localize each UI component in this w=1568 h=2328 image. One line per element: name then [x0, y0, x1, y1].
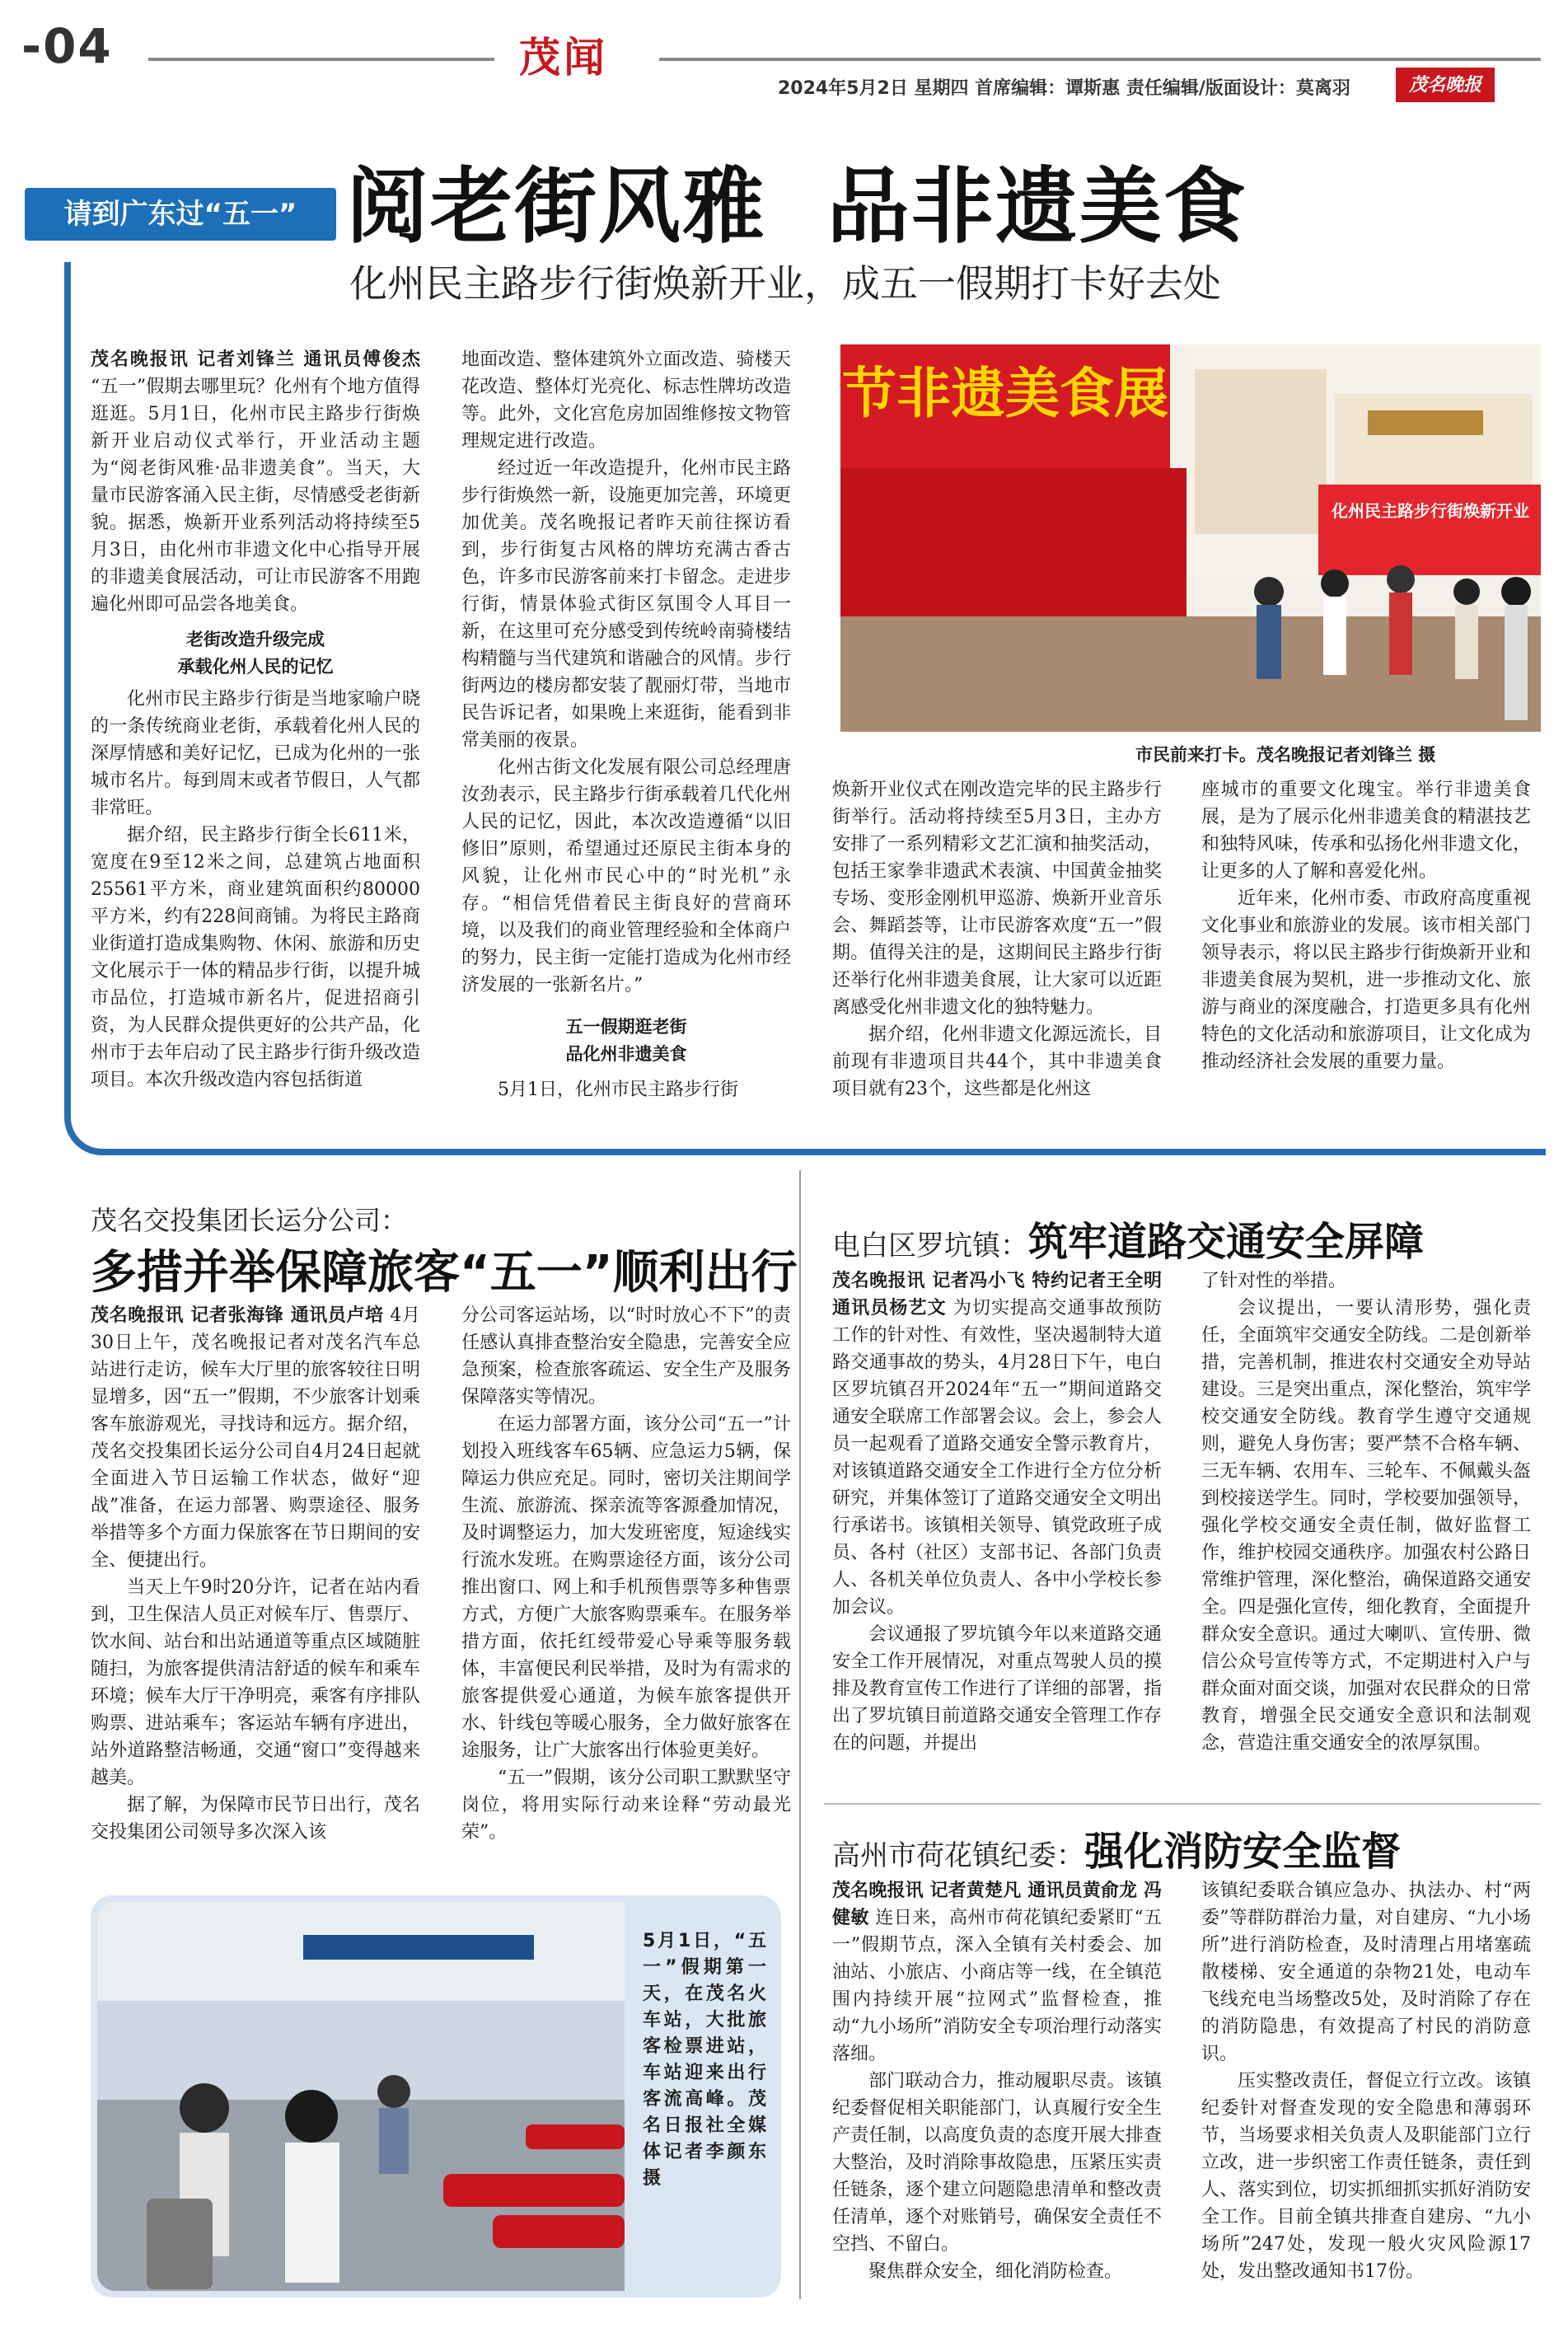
story4-byline: 茂名晚报讯 记者黄楚凡 通讯员黄俞龙 冯健敏 [832, 1881, 1162, 1928]
story1-col4-p2: 近年来，化州市委、市政府高度重视文化事业和旅游业的发展。该市相关部门领导表示，将以民主路步行街焕新开业和非遗美食展为契机，进一步推动文化、旅游与商业的深度融合，打造更多具有化州特色的文化活动和旅游项目，让文化成为推动经济社会发展的重要力量。 [1201, 888, 1531, 1072]
story1-col3 [832, 776, 1162, 1121]
story1-col1-p1: “五一”假期去哪里玩？化州有个地方值得逛逛。5月1日，化州市民主路步行街焕新开业启动仪式举行，开业活动主题为“阅老街风雅·品非遗美食”。当天，大量市民游客涌入民主街，尽情感受老街新貌。据悉，焕新开业系列活动将持续至5月3日，由化州市非遗文化中心指导开展的非遗美食展活动，可让市民游客不用跑遍化州即可品尝各地美食。 [91, 377, 420, 615]
header-rule-right [659, 58, 1541, 61]
story2-col1-p3: 据了解，为保障市民节日出行，茂名交投集团公司领导多次深入该 [91, 1795, 420, 1843]
story1-kicker-text: 请到广东过“五一” [63, 198, 297, 231]
story3-col1-p1: 为切实提高交通事故预防工作的针对性、有效性，坚决遏制特大道路交通事故的势头，4月28日下午，电白区罗坑镇召开2024年“五一”期间道路交通安全联席工作部署会议。会上，参会人员一起观看了道路交通安全警示教育片，对该镇道路交通安全工作进行全方位分析研究，并集体签订了道路交通安全文明出行承诺书。该镇相关领导、镇党政班子成员、各村（社区）支部书记、各部门负责人、各机关单位负责人、各中小学校长参加会议。 [832, 1298, 1162, 1618]
story1-col1-p2: 化州市民主路步行街是当地家喻户晓的一条传统商业老街，承载着化州人民的深厚情感和美好记忆，已成为化州的一张城市名片。每到周末或者节假日，人气都非常旺。 [91, 689, 420, 818]
paper-logo [1396, 68, 1495, 102]
story3-col2 [1201, 1267, 1531, 1770]
story4-col1-p3: 聚焦群众安全，细化消防检查。 [868, 2261, 1123, 2282]
story4-kicker: 高州市荷花镇纪委： [832, 1839, 1084, 1872]
story3-title [832, 1210, 1424, 1267]
story1-byline: 茂名晚报讯 记者刘锋兰 通讯员傅俊杰 [91, 349, 420, 370]
story1-col2-p2: 经过近一年改造提升，化州市民主路步行街焕然一新，设施更加完善，环境更加优美。茂名晚报记者昨天前往探访看到，步行街复古风格的牌坊充满古香古色，许多市民游客前来打卡留念。走进步行街，情景体验式街区氛围令人耳目一新，在这里可充分感受到传统岭南骑楼结构精髓与当代建筑和谐融合的风情。步行街两边的楼房都安装了靓丽灯带，当地市民告诉记者，如果晚上来逛街，能看到非常美丽的夜景。 [461, 458, 791, 751]
story1-col2-p1: 地面改造、整体建筑外立面改造、骑楼天花改造、整体灯光亮化、标志性牌坊改造等。此外，文化宫危房加固维修按文物管理规定进行改造。 [461, 349, 791, 452]
story3-col1 [832, 1267, 1162, 1770]
story1-col2 [461, 346, 791, 1121]
story1-photo-caption: 市民前来打卡。茂名晚报记者刘锋兰 摄 [1135, 745, 1436, 765]
story1-kicker [25, 188, 336, 241]
story2-col2 [461, 1302, 791, 1854]
story4-col2-p1: 该镇纪委联合镇应急办、执法办、村“两委”等群防群治力量，对自建房、“九小场所”进行消防检查，及时清理占用堵塞疏散楼梯、安全通道的杂物21处，电动车飞线充电当场整改5处，及时消除了存在的消防隐患，有效提高了村民的消防意识。 [1201, 1881, 1531, 2064]
story2-col2-p1: 分公司客运站场，以“时时放心不下”的责任感认真排查整治安全隐患，完善安全应急预案，检查旅客疏运、安全生产及服务保障落实等情况。 [461, 1305, 791, 1408]
page-number: -04 [21, 18, 113, 74]
story1-col3-p2: 据介绍，化州非遗文化源远流长，目前现有非遗项目共44个，其中非遗美食项目就有23个，这些都是化州这 [832, 1024, 1162, 1099]
story1-col3-p1: 焕新开业仪式在刚改造完毕的民主路步行街举行。活动将持续至5月3日，主办方安排了一系列精彩文艺汇演和抽奖活动，包括王家拳非遗武术表演、中国黄金抽奖专场、变形金刚机甲巡游、焕新开业音乐会、舞蹈荟等，让市民游客欢度“五一”假期。值得关注的是，这期间民主路步行街还举行化州非遗美食展，让大家可以近距离感受化州非遗文化的独特魅力。 [832, 780, 1162, 1018]
story4-headline: 强化消防安全监督 [1084, 1829, 1402, 1875]
story1-headline: 阅老街风雅 品非遗美食 [346, 158, 1247, 255]
story2-photo-illustration [97, 1902, 625, 2291]
story1-col4-p1: 座城市的重要文化瑰宝。举行非遗美食展，是为了展示化州非遗美食的精湛技艺和独特风味，传承和弘扬化州非遗文化，让更多的人了解和喜爱化州。 [1201, 780, 1531, 882]
story1-photo [840, 344, 1541, 732]
story3-col2-p1: 了针对性的举措。 [1201, 1271, 1347, 1291]
story4-col1 [832, 1877, 1162, 2314]
story1-col2-p3: 化州古街文化发展有限公司总经理唐汝劲表示，民主路步行街承载着几代化州人民的记忆，因此，本次改造遵循“以旧修旧”原则，希望通过还原民主街本身的风貌，让化州市民心中的“时光机”永存。“相信凭借着民主街良好的营商环境，以及我们的商业管理经验和全体商户的努力，民主街一定能打造成为化州市经济发展的一张新名片。” [461, 757, 791, 995]
story1-col1 [91, 346, 420, 1121]
story2-headline: 多措并举保障旅客“五一”顺利出行 [91, 1246, 798, 1300]
story1-col4 [1201, 776, 1531, 1121]
header-rule-left [148, 58, 494, 61]
story4-col1-p2: 部门联动合力，推动履职尽责。该镇纪委督促相关职能部门，认真履行安全生产责任制，以高度负责的态度开展大排查大整治，及时消除事故隐患，压紧压实责任链条，逐个建立问题隐患清单和整改责任清单，逐个对账销号，确保安全责任不空挡、不留白。 [832, 2071, 1162, 2255]
story2-photo [97, 1902, 625, 2291]
story3-kicker: 电白区罗坑镇： [832, 1230, 1028, 1262]
story3-headline: 筑牢道路交通安全屏障 [1028, 1219, 1425, 1265]
story2-col2-p2: 在运力部署方面，该分公司“五一”计划投入班线客车65辆、应急运力5辆，保障运力供应充足。同时，密切关注期间学生流、旅游流、探亲流等客源叠加情况，及时调整运力，加大发班密度，短途线实行流水发班。在购票途径方面，该分公司推出窗口、网上和手机预售票等多种售票方式，方便广大旅客购票乘车。在服务举措方面，依托红绶带爱心导乘等服务载体，丰富便民利民举措，及时为有需求的旅客提供爱心通道，为候车旅客提供开水、针线包等暖心服务，全力做好旅客在途服务，让广大旅客出行体验更美好。 [461, 1414, 791, 1761]
lower-column-divider [799, 1170, 801, 2299]
story1-photo-sign: 节非遗美食展 [842, 362, 1168, 425]
story3-col1-p2: 会议通报了罗坑镇今年以来道路交通安全工作开展情况，对重点驾驶人员的摸排及教育宣传工作进行了详细的部署，指出了罗坑镇目前道路交通安全管理工作存在的问题，并提出 [832, 1624, 1162, 1754]
header-info: 2024年5月2日 星期四 首席编辑：谭斯惠 责任编辑/版面设计：莫离羽 [778, 78, 1350, 99]
paper-logo-text: 茂名晚报 [1408, 74, 1481, 96]
story2-kicker: 茂名交投集团长运分公司： [91, 1205, 408, 1236]
story2-col1-p1: 4月30日上午，茂名晚报记者对茂名汽车总站进行走访，候车大厅里的旅客较往日明显增多，因“五一”假期，不少旅客计划乘客车旅游观光，寻找诗和远方。据介绍，茂名交投集团长运分公司自4月24日起就全面进入节日运输工作状态，做好“迎战”准备，在运力部署、购票途径、服务举措等多个方面力保旅客在节日期间的安全、便捷出行。 [91, 1305, 420, 1571]
section-title [519, 25, 605, 84]
story4-col1-p1: 连日来，高州市荷花镇纪委紧盯“五一”假期节点，深入全镇有关村委会、加油站、小旅店、小商店等一线，在全镇范围内持续开展“拉网式”监督检查，推动“九小场所”消防安全专项治理行动落实落细。 [832, 1908, 1162, 2064]
story4-col2 [1201, 1877, 1531, 2314]
story2-col2-p3: “五一”假期，该分公司职工默默坚守岗位，将用实际行动来诠释“劳动最光荣”。 [461, 1768, 791, 1843]
story2-byline: 茂名晚报讯 记者张海锋 通讯员卢培 [91, 1305, 384, 1326]
story1-subhead-2: 五一假期逛老街 品化州非遗美食 [565, 1017, 687, 1064]
section-title-char-1: 茂 [519, 33, 560, 82]
story2-col1 [91, 1302, 420, 1854]
story1-subhead-1: 老街改造升级完成 承载化州人民的记忆 [177, 630, 334, 677]
story3-story4-divider [824, 1803, 1541, 1805]
section-title-char-2: 闻 [564, 33, 605, 82]
story2-photo-caption: 5月1日，“五一”假期第一天，在茂名火车站，大批旅客检票进站，车站迎来出行客流高峰。茂名日报社全媒体记者李颜东 摄 [643, 1931, 766, 2189]
story3-byline: 茂名晚报讯 记者冯小飞 特约记者王全明 通讯员杨艺文 [832, 1271, 1162, 1319]
story1-photo-banner: 化州民主路步行街焕新开业 [1332, 501, 1529, 521]
story1-subheadline: 化州民主路步行街焕新开业，成五一假期打卡好去处 [349, 261, 1221, 306]
story3-col2-p2: 会议提出，一要认清形势，强化责任，全面筑牢交通安全防线。二是创新举措，完善机制，推进农村交通安全劝导站建设。三是突出重点，深化整治，筑牢学校交通安全防线。教育学生遵守交通规则，避免人身伤害；要严禁不合格车辆、三无车辆、农用车、三轮车、不佩戴头盔到校接送学生。同时，学校要加强领导，强化学校交通安全责任制，做好监督工作，维护校园交通秩序。加强农村公路日常维护管理，深化整治，确保道路交通安全。四是强化宣传，细化教育，全面提升群众安全意识。通过大喇叭、宣传册、微信公众号宣传等方式，不定期进村入户与群众面对面交谈，加强对农民群众的日常教育，增强全民交通安全意识和法制观念，营造注重交通安全的浓厚氛围。 [1201, 1298, 1531, 1754]
story1-col1-p3: 据介绍，民主路步行街全长611米，宽度在9至12米之间，总建筑占地面积25561平方米，商业建筑面积约80000平方米，约有228间商铺。为将民主路商业街道打造成集购物、休闲、旅游和历史文化展示于一体的精品步行街，以提升城市品位，打造城市新名片，促进招商引资，为人民群众提供更好的公共产品，化州市于去年启动了民主路步行街升级改造项目。本次升级改造内容包括街道 [91, 825, 420, 1090]
story2-col1-p2: 当天上午9时20分许，记者在站内看到，卫生保洁人员正对候车厅、售票厅、饮水间、站台和出站通道等重点区域随脏随扫，为旅客提供清洁舒适的候车和乘车环境；候车大厅干净明亮，乘客有序排队购票、进站乘车；客运站车辆有序进出，站外道路整洁畅通，交通“窗口”变得越来越美。 [91, 1577, 420, 1788]
story4-col2-p2: 压实整改责任，督促立行立改。该镇纪委针对督查发现的安全隐患和薄弱环节，当场要求相关负责人及职能部门立行立改，进一步织密工作责任链条，责任到人、落实到位，切实抓细抓实抓好消防安全工作。目前全镇共排查自建房、“九小场所”247处，发现一般火灾风险源17处，发出整改通知书17份。 [1201, 2071, 1531, 2282]
story1-col2-p4: 5月1日，化州市民主路步行街 [498, 1080, 738, 1100]
story4-title [832, 1820, 1401, 1876]
